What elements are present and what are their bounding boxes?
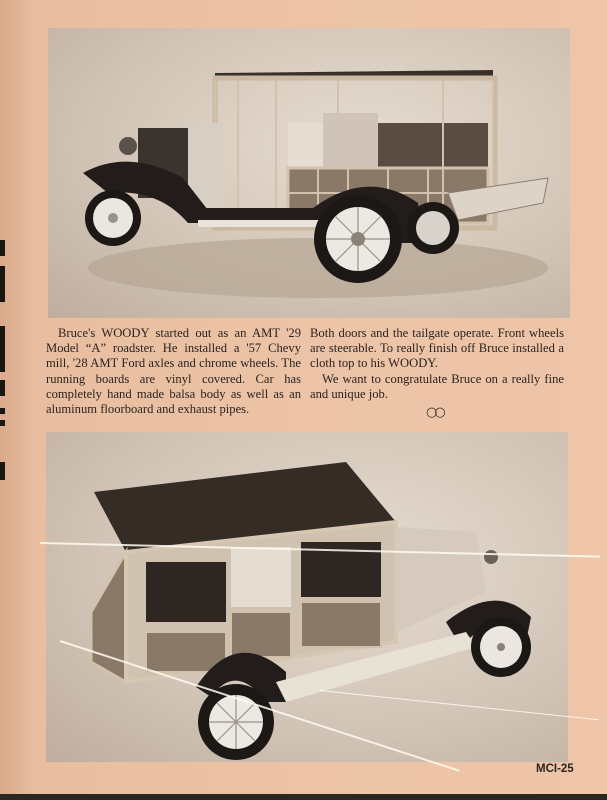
car-illustration-bottom xyxy=(46,432,568,762)
article-paragraph: Bruce's WOODY started out as an AMT '29 Model “A” roadster. He installed a '57 Chevy mill, '28 AMT Ford axles and chrome wheels. The running boards are vinyl covered. Car has completely hand made balsa body as well as an aluminum floorboard and exhaust pipes. xyxy=(46,326,301,417)
photo-woody-top-view xyxy=(46,432,568,762)
photo-woody-rear-view xyxy=(48,28,570,318)
article-paragraph: We want to congratulate Bruce on a really fine and unique job. xyxy=(310,371,564,401)
page-number: MCI-25 xyxy=(536,763,574,775)
car-illustration-top xyxy=(48,28,570,318)
article-paragraph: Both doors and the tailgate operate. Front wheels are steerable. To really finish off Bruce installed a cloth top to his WOODY. xyxy=(310,326,564,371)
page-bottom-edge xyxy=(0,794,607,800)
article-column-left xyxy=(46,326,301,417)
article-column-right xyxy=(310,326,564,402)
end-of-article-mark: ○○ xyxy=(426,405,443,420)
binding-edge-marks xyxy=(0,0,6,800)
